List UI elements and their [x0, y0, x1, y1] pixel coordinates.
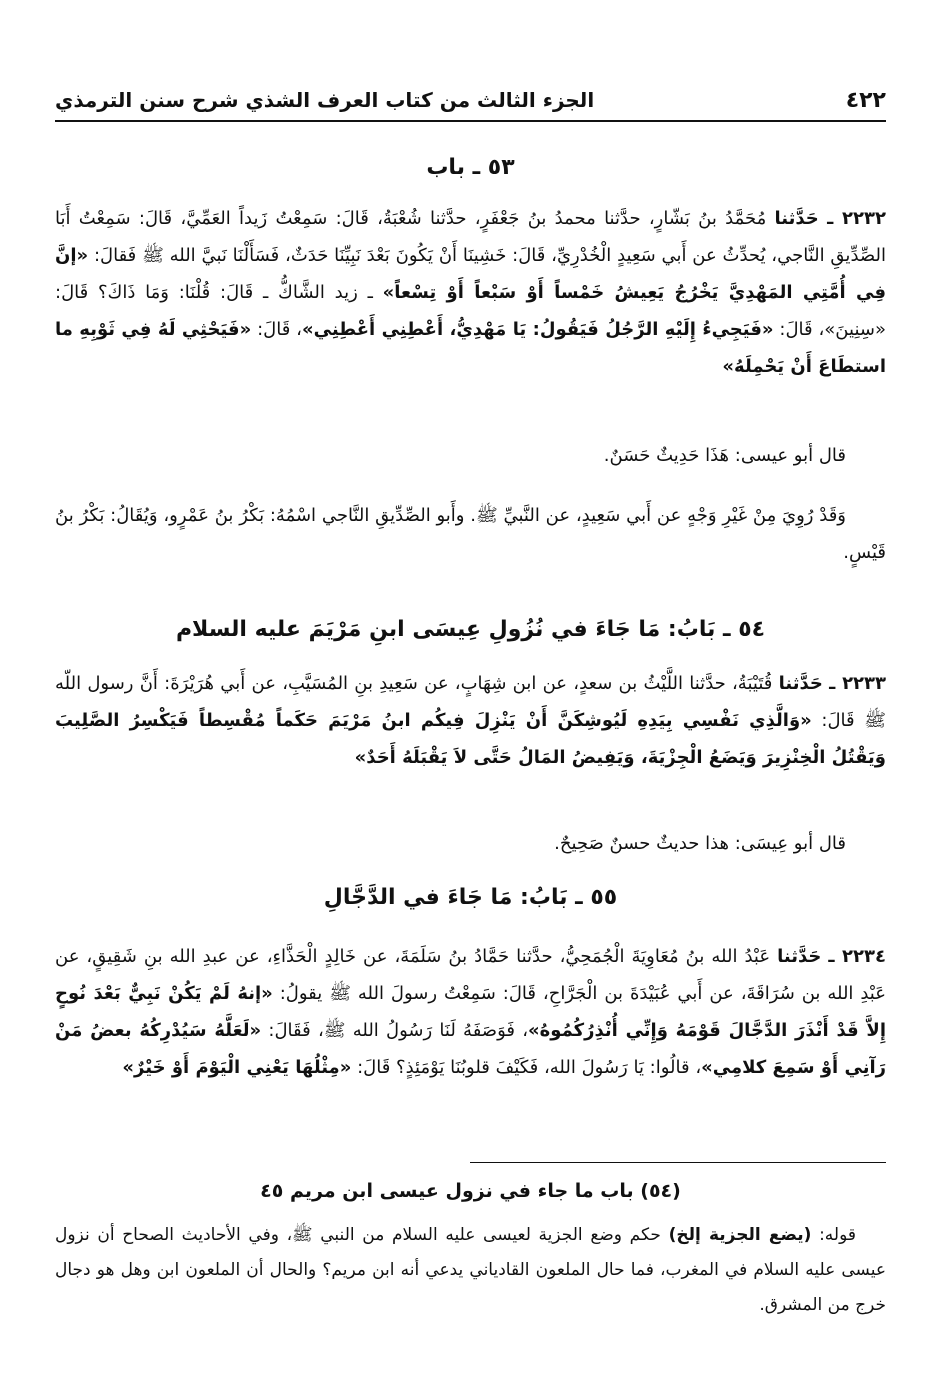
- quote-text: «إنهُ لَمْ يَكُنْ نَبِيٌّ بَعْدَ نُوحٍ إِلاَّ قَدْ أَنْذَرَ الدَّجَّالَ قَوْمَهُ وَإِنِّي أُنْذِرُكُمُوهُ»: [55, 983, 886, 1041]
- footnote-divider: [470, 1162, 886, 1163]
- hadith-note: وَقَدْ رُوِيَ مِنْ غَيْرِ وَجْهٍ عن أَبي سَعِيدٍ، عن النَّبيِّ ﷺ. وأَبو الصِّدِّيقِ النَّاجي اسْمُهُ: بَكْرُ بنُ عَمْرٍو، وَيُقَالُ: بَكْرُ بنُ قَيْسٍ.: [55, 505, 886, 563]
- hadith-opener: حَدَّثنا: [774, 208, 819, 229]
- hadith-grade: قال أبو عيسى: هَذَا حَدِيثٌ حَسَنٌ.: [603, 445, 846, 466]
- narration-text: «سِنِينَ»: [824, 319, 886, 340]
- narration-text: ، فَوَصَفَهُ لَنَا رَسُولُ الله ﷺ، فَقَالَ:: [268, 1020, 529, 1041]
- running-header: [55, 80, 886, 122]
- quote-text: «إنَّ فِي أُمَّتِي المَهْدِيَّ يَخْرُجُ يَعِيشُ خَمْساً أَوْ سَبْعاً أَوْ تِسْعاً»: [55, 245, 886, 303]
- page-number: ٤٢٢: [845, 87, 886, 113]
- hadith-number: ٢٢٣٣ ـ: [829, 673, 887, 694]
- section-55-title: ٥٥ ـ بَابُ: مَا جَاءَ في الدَّجَّالِ: [323, 885, 618, 910]
- hadith-2234: [55, 938, 886, 1086]
- narration-text: ـ زيد الشَّاكُّ ـ قَالَ: قُلْنَا: وَمَا ذَاكَ؟ قَالَ:: [55, 282, 373, 303]
- quote-text: «فَيَحْثِي لَهُ فِي ثَوْبِهِ ما استطَاعَ أَنْ يَحْمِلَهُ»: [55, 319, 886, 377]
- quote-text: «لَعَلَّهُ سَيُدْرِكُهُ بعضُ مَنْ رَآنِي أَوْ سَمِعَ كلامِي»: [55, 1020, 886, 1078]
- footnote-text: حكم وضع الجزية لعيسى عليه السلام من النبي ﷺ، وفي الأحاديث الصحاح أن نزول عيسى عليه السلام في المغرب، فما حال الملعون القادياني يدعي أنه ابن مريم؟ والحال أن الملعون ابن وهل هو دجال خرج من المشرق.: [55, 1225, 886, 1315]
- hadith-number: ٢٢٣٤ ـ: [828, 946, 886, 967]
- footnote-keyword: (يضع الجزية إلخ): [668, 1225, 812, 1245]
- quote-text: «وَالَّذِي نَفْسِي بِيَدِهِ لَيُوشِكَنَّ أَنْ يَنْزِلَ فِيكُم ابنُ مَرْيَمَ حَكَماً مُقْسِطاً فَيَكْسِرُ الصَّلِيبَ وَيَقْتُلُ الْخِنْزِيرَ وَيَضَعُ الْجِزْيَةَ، وَيَفِيضُ المَالُ حَتَّى لاَ يَقْبَلَهُ أَحَدٌ»: [55, 710, 886, 768]
- narration-text: ، قَالَ:: [257, 319, 302, 340]
- isnad-text: عَبْدُ الله بنُ مُعَاوِيَةَ الْجُمَحِيُّ، حدَّثنا حَمَّادُ بنُ سَلَمَةَ، عن خَالِدٍ الْحَذَّاءِ، عن عبدِ الله بنِ شَقِيقٍ، عن عَبْدِ الله بن سُرَاقَةَ، عن أَبي عُبَيْدَةَ بن الْجَرَّاحِ، قَالَ: سَمِعْتُ رسولَ الله ﷺ يقولُ:: [55, 946, 886, 1004]
- footnote-heading: (٥٤) باب ما جاء في نزول عيسى ابن مريم ٤٥: [260, 1180, 681, 1202]
- section-54-title: ٥٤ ـ بَابُ: مَا جَاءَ في نُزُولِ عِيسَى ابنِ مَرْيَمَ عليه السلام: [175, 617, 766, 642]
- running-title: الجزء الثالث من كتاب العرف الشذي شرح سنن الترمذي: [55, 88, 595, 112]
- hadith-number: ٢٢٣٢ ـ: [827, 208, 886, 229]
- footnote-body: [55, 1218, 886, 1323]
- hadith-grade: قال أبو عِيسَى: هذا حديثٌ حسنٌ صَحِيحٌ.: [554, 833, 846, 854]
- hadith-2232: [55, 200, 886, 385]
- isnad-text: مُحَمَّدُ بنُ بَشّارٍ، حدَّثنا محمدُ بنُ جَعْفَرٍ، حدَّثنا شُعْبَةُ، قَالَ: سَمِعْتُ زَيداً العَمِّيَّ، قَالَ: سَمِعْتُ أَبَا الصِّدِّيقِ النَّاجي، يُحدِّثُ عن أَبي سَعِيدٍ الْخُدْرِيِّ، قَالَ: خَشِينَا أَنْ يَكُونَ بَعْدَ نَبِيِّنَا حَدَثٌ، فَسَأَلْنَا نَبيَّ الله ﷺ فَقالَ:: [55, 208, 886, 266]
- section-53-title: ٥٣ ـ باب: [426, 155, 515, 180]
- quote-text: «فَيَجِيءُ إِلَيْهِ الرَّجُلُ فَيَقُولُ: يَا مَهْدِيُّ، أَعْطِنِي أَعْطِنِي»: [301, 319, 774, 340]
- narration-text: ، قَالَ:: [779, 319, 825, 340]
- hadith-2233: [55, 665, 886, 776]
- footnote-lead: قوله:: [819, 1225, 857, 1245]
- isnad-text: قُتَيْبَةُ، حدَّثنا اللَّيْثُ بن سعدٍ، عن ابن شِهَابٍ، عن سَعِيدِ بنِ المُسَيَّبِ، عن أَبي هُرَيْرَةَ: أَنَّ رسول اللّه ﷺ قَالَ:: [55, 673, 886, 731]
- quote-text: «مِثْلُهَا يَعْنِي الْيَوْمَ أَوْ خَيْرٌ»: [122, 1057, 352, 1078]
- hadith-opener: حَدَّثنا: [777, 946, 822, 967]
- narration-text: ، قالُوا: يَا رَسُولَ الله، فَكَيْفَ قلوبُنَا يَوْمَئِذٍ؟ قَالَ:: [357, 1057, 702, 1078]
- hadith-opener: حَدَّثنا: [778, 673, 823, 694]
